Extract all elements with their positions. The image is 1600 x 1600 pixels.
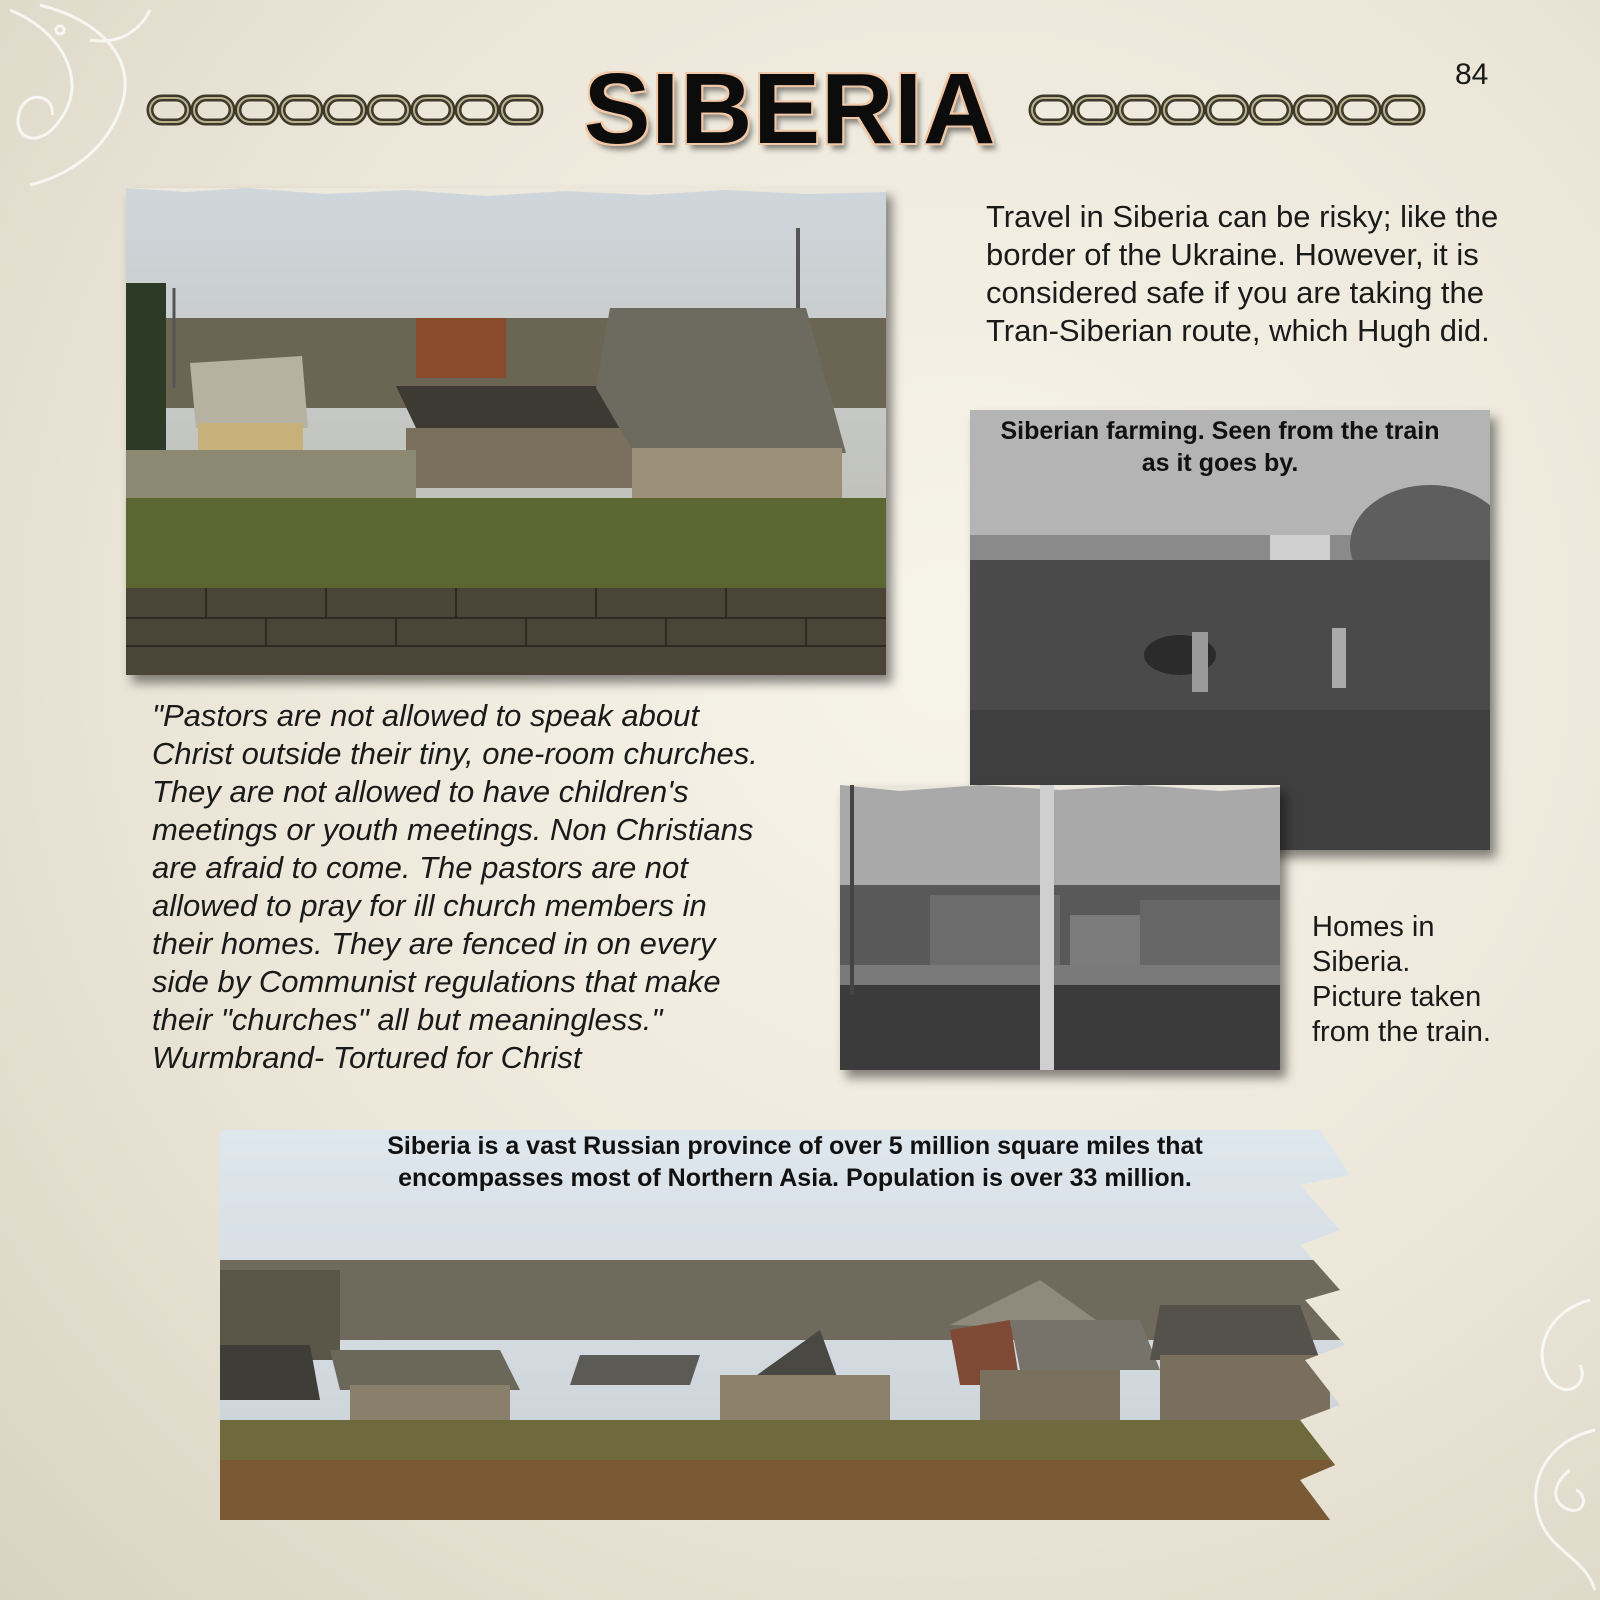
quote-line: "Pastors are not allowed to speak about: [152, 698, 699, 733]
caption-siberian-farming: Siberian farming. Seen from the train as it goes by.: [1000, 417, 1440, 477]
quote-line: Christ outside their tiny, one-room churches.: [152, 736, 758, 771]
swirl-ornament-bottom-right-icon: [1490, 1290, 1600, 1600]
caption-homes-in-siberia: [1312, 910, 1542, 1050]
photo-village-barns: [126, 188, 886, 675]
quote-line: side by Communist regulations that make: [152, 964, 721, 999]
caption-line: encompasses most of Northern Asia. Population is over 33 million.: [398, 1164, 1192, 1192]
quote-line: are afraid to come. The pastors are not: [152, 850, 688, 885]
photo-homes-in-siberia: [840, 785, 1280, 1070]
page-title: SIBERIA: [583, 53, 997, 165]
chain-right-icon: [1028, 90, 1428, 130]
caption-line: Homes in: [1312, 911, 1435, 943]
chain-left-icon: [146, 90, 546, 130]
wurmbrand-quote: [152, 697, 832, 1077]
caption-line: Siberia.: [1312, 946, 1411, 978]
swirl-ornament-top-left-icon: [0, 0, 170, 200]
quote-line: their "churches" all but meaningless.": [152, 1002, 663, 1037]
caption-line: from the train.: [1312, 1016, 1491, 1048]
quote-line: They are not allowed to have children's: [152, 774, 689, 809]
quote-attribution: Wurmbrand- Tortured for Christ: [152, 1040, 582, 1075]
caption-siberia-province: [240, 1130, 1350, 1194]
quote-line: meetings or youth meetings. Non Christians: [152, 812, 754, 847]
caption-line: Picture taken: [1312, 981, 1482, 1013]
page-number: 84: [1455, 58, 1489, 91]
quote-line: allowed to pray for ill church members in: [152, 888, 707, 923]
quote-line: their homes. They are fenced in on every: [152, 926, 716, 961]
caption-line: Siberia is a vast Russian province of over 5 million square miles that: [387, 1132, 1203, 1160]
intro-paragraph: Travel in Siberia can be risky; like the border of the Ukraine. However, it is considered safe if you are taking the Tran-Siberian route, which Hugh did.: [986, 199, 1499, 348]
